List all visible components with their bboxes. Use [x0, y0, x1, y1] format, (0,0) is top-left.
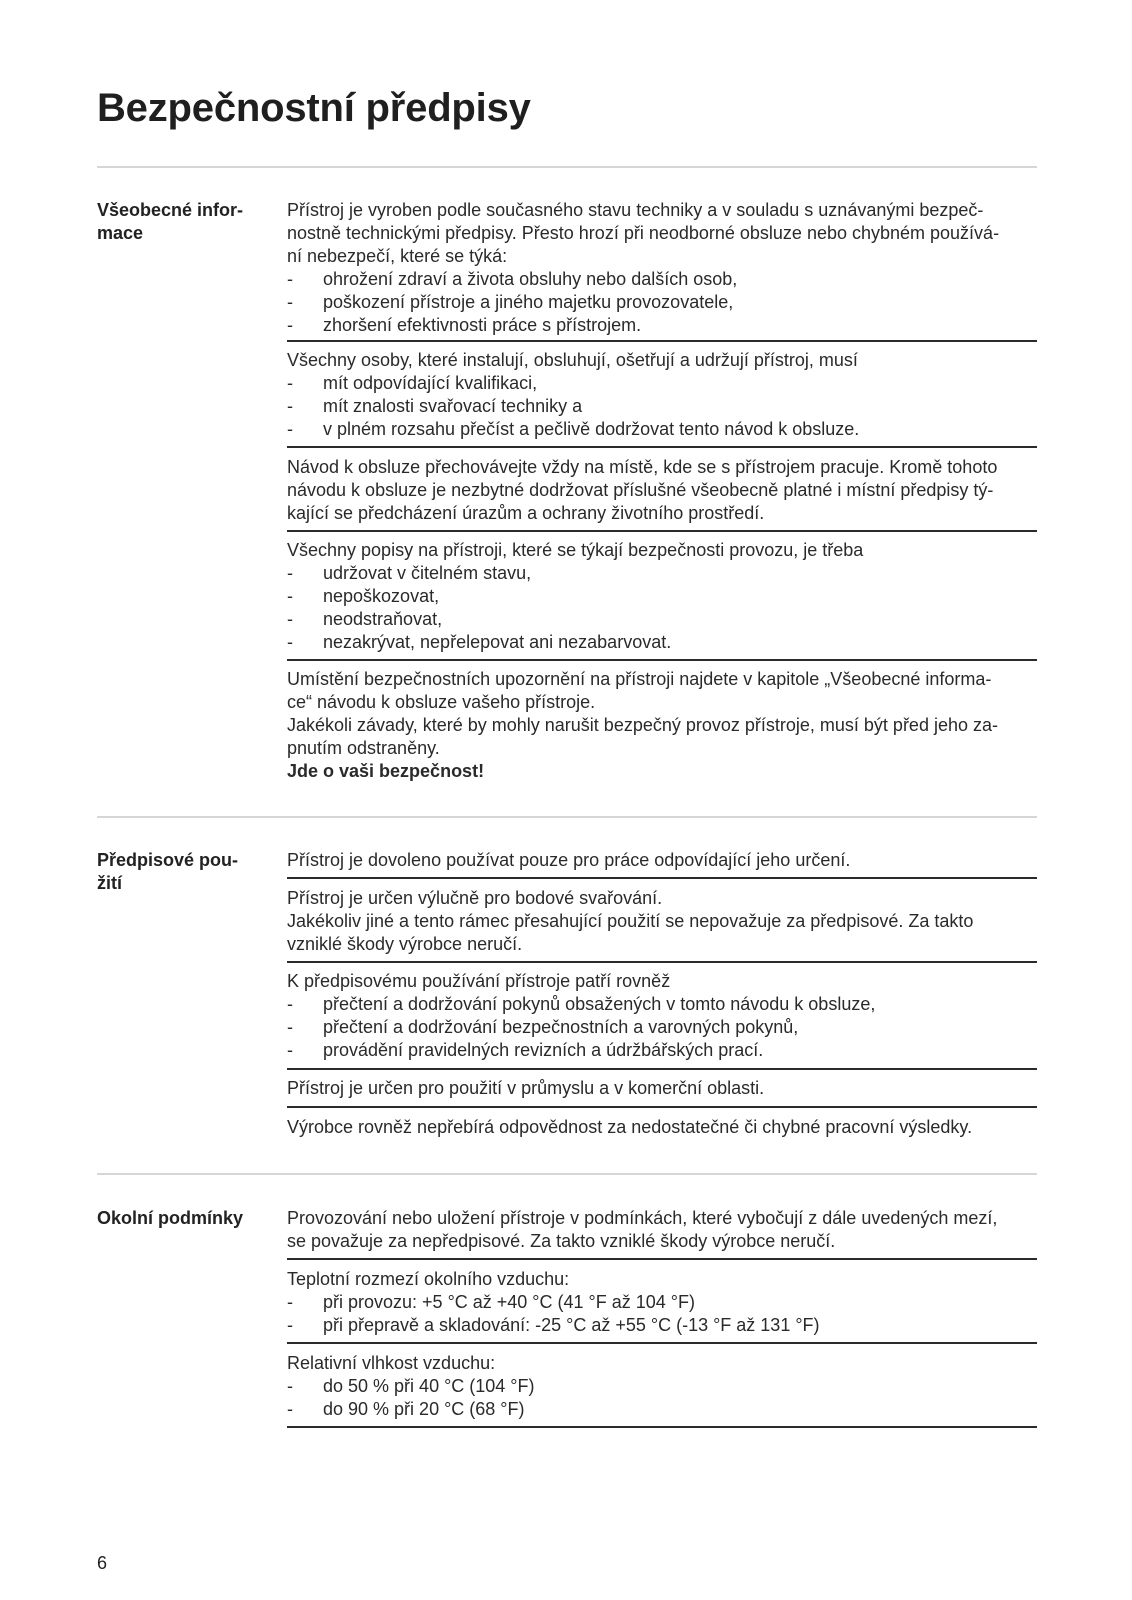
list-item-text: poškození přístroje a jiného majetku provozovatele, — [323, 292, 734, 312]
paragraph-block — [287, 1077, 1037, 1100]
paragraph-block — [287, 1207, 1037, 1253]
section-label-line: Okolní podmínky — [97, 1208, 244, 1228]
emphasis-line: Jde o vaši bezpečnost! — [287, 761, 485, 781]
paragraph-block — [287, 456, 1037, 525]
bullet-dash: - — [287, 396, 293, 416]
list-item — [287, 631, 1037, 654]
list-item-text: do 50 % při 40 °C (104 °F) — [323, 1376, 535, 1396]
bullet-dash: - — [287, 1376, 293, 1396]
text-line: Návod k obsluze přechovávejte vždy na místě, kde se s přístrojem pracuje. Kromě tohoto — [287, 457, 998, 477]
text-line: ní nebezpečí, které se týká: — [287, 246, 508, 266]
paragraph-block — [287, 887, 1037, 956]
list-item-text: ohrožení zdraví a života obsluhy nebo dalších osob, — [323, 269, 738, 289]
paragraph-block — [287, 1352, 1037, 1421]
list-item — [287, 1291, 1037, 1314]
bullet-dash: - — [287, 419, 293, 439]
list-item — [287, 585, 1037, 608]
list-item — [287, 418, 1037, 441]
list-item — [287, 314, 1037, 337]
list-item — [287, 993, 1037, 1016]
text-line: ce“ návodu k obsluze vašeho přístroje. — [287, 692, 596, 712]
list-item-text: nepoškozovat, — [323, 586, 440, 606]
list-item — [287, 372, 1037, 395]
block-rule — [287, 1106, 1037, 1108]
list-item-text: neodstraňovat, — [323, 609, 443, 629]
list-item-text: do 90 % při 20 °C (68 °F) — [323, 1399, 525, 1419]
list-item — [287, 1375, 1037, 1398]
list-item — [287, 608, 1037, 631]
bullet-dash: - — [287, 1399, 293, 1419]
bullet-dash: - — [287, 292, 293, 312]
text-line: Provozování nebo uložení přístroje v podmínkách, které vybočují z dále uvedených mezí, — [287, 1208, 998, 1228]
list-item-text: zhoršení efektivnosti práce s přístrojem. — [323, 315, 642, 335]
list-item — [287, 291, 1037, 314]
list-item — [287, 1039, 1037, 1062]
block-rule — [287, 659, 1037, 661]
title-separator — [97, 166, 1037, 168]
list-item — [287, 1016, 1037, 1039]
list-item-text: nezakrývat, nepřelepovat ani nezabarvovat. — [323, 632, 672, 652]
page-number: 6 — [97, 1553, 108, 1573]
section-label-intended-use — [97, 849, 272, 895]
list-item-text: přečtení a dodržování bezpečnostních a varovných pokynů, — [323, 1017, 799, 1037]
bullet-dash: - — [287, 1040, 293, 1060]
list-item — [287, 562, 1037, 585]
text-line: Teplotní rozmezí okolního vzduchu: — [287, 1269, 570, 1289]
block-rule — [287, 961, 1037, 963]
bullet-dash: - — [287, 269, 293, 289]
bullet-dash: - — [287, 1017, 293, 1037]
block-rule — [287, 1426, 1037, 1428]
paragraph-block — [287, 199, 1037, 337]
page-title: Bezpečnostní předpisy — [97, 86, 531, 130]
paragraph-block — [287, 539, 1037, 654]
bullet-dash: - — [287, 563, 293, 583]
bullet-dash: - — [287, 632, 293, 652]
text-line: Jakékoliv jiné a tento rámec přesahující použití se nepovažuje za předpisové. Za takto — [287, 911, 974, 931]
text-line: Umístění bezpečnostních upozornění na přístroji najdete v kapitole „Všeobecné informa- — [287, 669, 992, 689]
list-item — [287, 268, 1037, 291]
text-line: nostně technickými předpisy. Přesto hrozí při neodborné obsluze nebo chybném používá- — [287, 223, 1000, 243]
section-label-general-info — [97, 199, 272, 245]
text-line: Výrobce rovněž nepřebírá odpovědnost za nedostatečné či chybné pracovní výsledky. — [287, 1117, 973, 1137]
section-label-line: žití — [97, 873, 122, 893]
block-rule — [287, 1342, 1037, 1344]
bullet-dash: - — [287, 373, 293, 393]
text-line: vzniklé škody výrobce neručí. — [287, 934, 523, 954]
bullet-dash: - — [287, 315, 293, 335]
section-separator — [97, 816, 1037, 818]
section-label-line: Všeobecné infor- — [97, 200, 244, 220]
block-rule — [287, 530, 1037, 532]
section-separator — [97, 1173, 1037, 1175]
list-item — [287, 1398, 1037, 1421]
section-label-line: Předpisové pou- — [97, 850, 239, 870]
block-rule — [287, 1258, 1037, 1260]
list-item-text: přečtení a dodržování pokynů obsažených v tomto návodu k obsluze, — [323, 994, 876, 1014]
paragraph-block — [287, 668, 1037, 783]
bullet-dash: - — [287, 1292, 293, 1312]
text-line: Všechny osoby, které instalují, obsluhují, ošetřují a udržují přístroj, musí — [287, 350, 858, 370]
list-item-text: mít odpovídající kvalifikaci, — [323, 373, 538, 393]
block-rule — [287, 340, 1037, 342]
list-item-text: při přepravě a skladování: -25 °C až +55 °C (-13 °F až 131 °F) — [323, 1315, 820, 1335]
paragraph-block — [287, 970, 1037, 1062]
list-item — [287, 1314, 1037, 1337]
text-line: kající se předcházení úrazům a ochrany životního prostředí. — [287, 503, 765, 523]
paragraph-block — [287, 1268, 1037, 1337]
bullet-dash: - — [287, 586, 293, 606]
list-item-text: provádění pravidelných revizních a údržbářských prací. — [323, 1040, 764, 1060]
text-line: se považuje za nepředpisové. Za takto vzniklé škody výrobce neručí. — [287, 1231, 836, 1251]
block-rule — [287, 446, 1037, 448]
text-line: Přístroj je určen pro použití v průmyslu a v komerční oblasti. — [287, 1078, 765, 1098]
paragraph-block — [287, 349, 1037, 441]
block-rule — [287, 877, 1037, 879]
text-line: Přístroj je vyroben podle současného stavu techniky a v souladu s uznávanými bezpeč- — [287, 200, 984, 220]
text-line: pnutím odstraněny. — [287, 738, 440, 758]
bullet-dash: - — [287, 1315, 293, 1335]
text-line: Všechny popisy na přístroji, které se týkají bezpečnosti provozu, je třeba — [287, 540, 864, 560]
block-rule — [287, 1068, 1037, 1070]
bullet-dash: - — [287, 609, 293, 629]
text-line: K předpisovému používání přístroje patří rovněž — [287, 971, 671, 991]
list-item-text: v plném rozsahu přečíst a pečlivě dodržovat tento návod k obsluze. — [323, 419, 860, 439]
section-label-line: mace — [97, 223, 144, 243]
list-item-text: udržovat v čitelném stavu, — [323, 563, 532, 583]
list-item-text: při provozu: +5 °C až +40 °C (41 °F až 104 °F) — [323, 1292, 695, 1312]
list-item-text: mít znalosti svařovací techniky a — [323, 396, 583, 416]
text-line: návodu k obsluze je nezbytné dodržovat příslušné všeobecně platné i místní předpisy tý- — [287, 480, 994, 500]
text-line: Relativní vlhkost vzduchu: — [287, 1353, 496, 1373]
paragraph-block — [287, 1116, 1037, 1139]
list-item — [287, 395, 1037, 418]
paragraph-block — [287, 849, 1037, 872]
text-line: Přístroj je určen výlučně pro bodové svařování. — [287, 888, 663, 908]
text-line: Přístroj je dovoleno používat pouze pro práce odpovídající jeho určení. — [287, 850, 851, 870]
text-line: Jakékoli závady, které by mohly narušit bezpečný provoz přístroje, musí být před jeho za- — [287, 715, 998, 735]
bullet-dash: - — [287, 994, 293, 1014]
section-label-ambient-conditions — [97, 1207, 272, 1230]
